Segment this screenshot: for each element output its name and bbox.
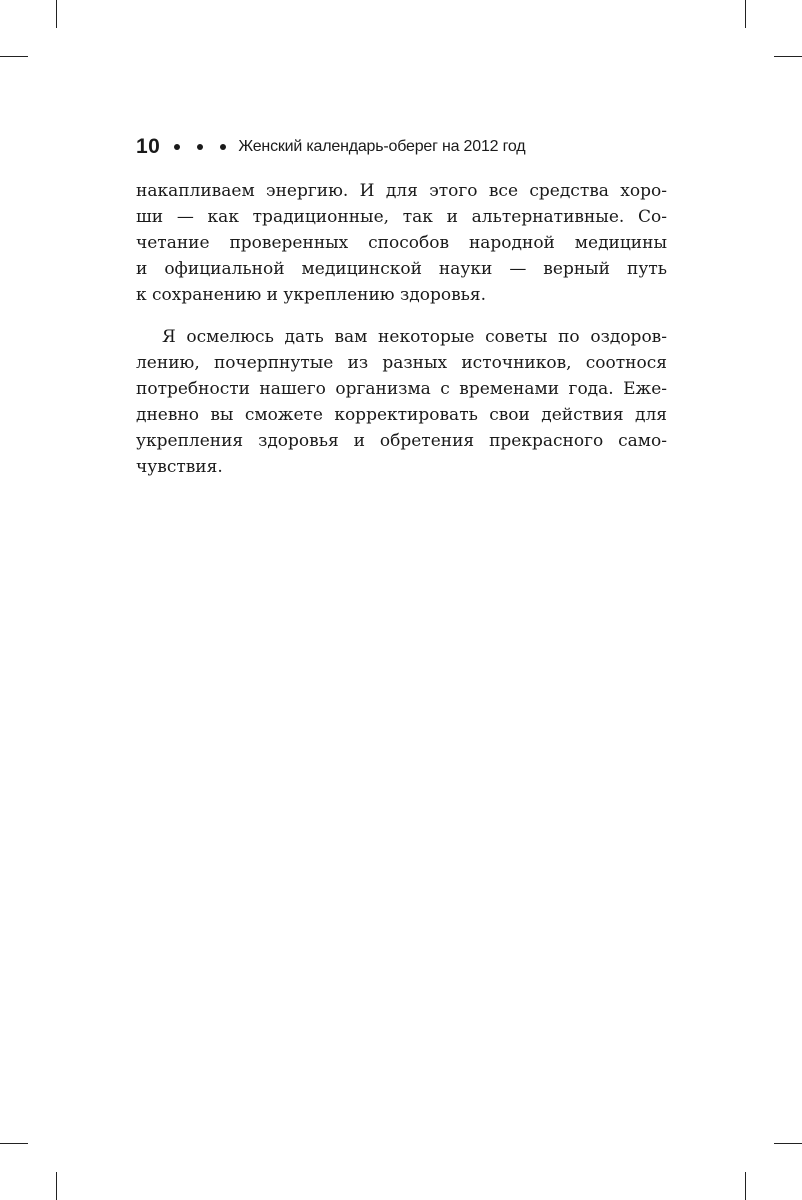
crop-mark-bottom-left-horizontal	[0, 1143, 28, 1144]
text-line: лению, почерпнутые из разных источников, соотнося	[136, 353, 667, 373]
text-line: и официальной медицинской науки — верный путь	[136, 259, 667, 279]
crop-mark-top-right-vertical	[745, 0, 746, 28]
text-line: чувствия.	[136, 457, 223, 477]
bullet-dot-icon	[197, 144, 203, 150]
bullet-dot-icon	[174, 144, 180, 150]
crop-mark-top-left-horizontal	[0, 56, 28, 57]
text-line: потребности нашего организма с временами года. Еже-	[136, 379, 667, 399]
page-number: 10	[136, 135, 161, 158]
running-header	[136, 132, 525, 162]
crop-mark-bottom-left-vertical	[56, 1172, 57, 1200]
crop-mark-bottom-right-vertical	[745, 1172, 746, 1200]
crop-mark-top-left-vertical	[56, 0, 57, 28]
crop-mark-bottom-right-horizontal	[774, 1143, 802, 1144]
separator-dots	[174, 144, 226, 150]
text-line: укрепления здоровья и обретения прекрасного само-	[136, 431, 667, 451]
bullet-dot-icon	[220, 144, 226, 150]
crop-mark-top-right-horizontal	[774, 56, 802, 57]
text-line: ши — как традиционные, так и альтернативные. Со-	[136, 207, 667, 227]
running-title: Женский календарь-оберег на 2012 год	[238, 138, 526, 155]
paragraph-2	[136, 324, 667, 480]
text-line: Я осмелюсь дать вам некоторые советы по оздоров-	[162, 327, 667, 347]
paragraph-1	[136, 178, 667, 308]
text-line: к сохранению и укреплению здоровья.	[136, 285, 487, 305]
text-line: дневно вы сможете корректировать свои действия для	[136, 405, 667, 425]
body-text	[136, 178, 667, 480]
text-line: накапливаем энергию. И для этого все средства хоро-	[136, 181, 667, 201]
text-line: четание проверенных способов народной медицины	[136, 233, 667, 253]
